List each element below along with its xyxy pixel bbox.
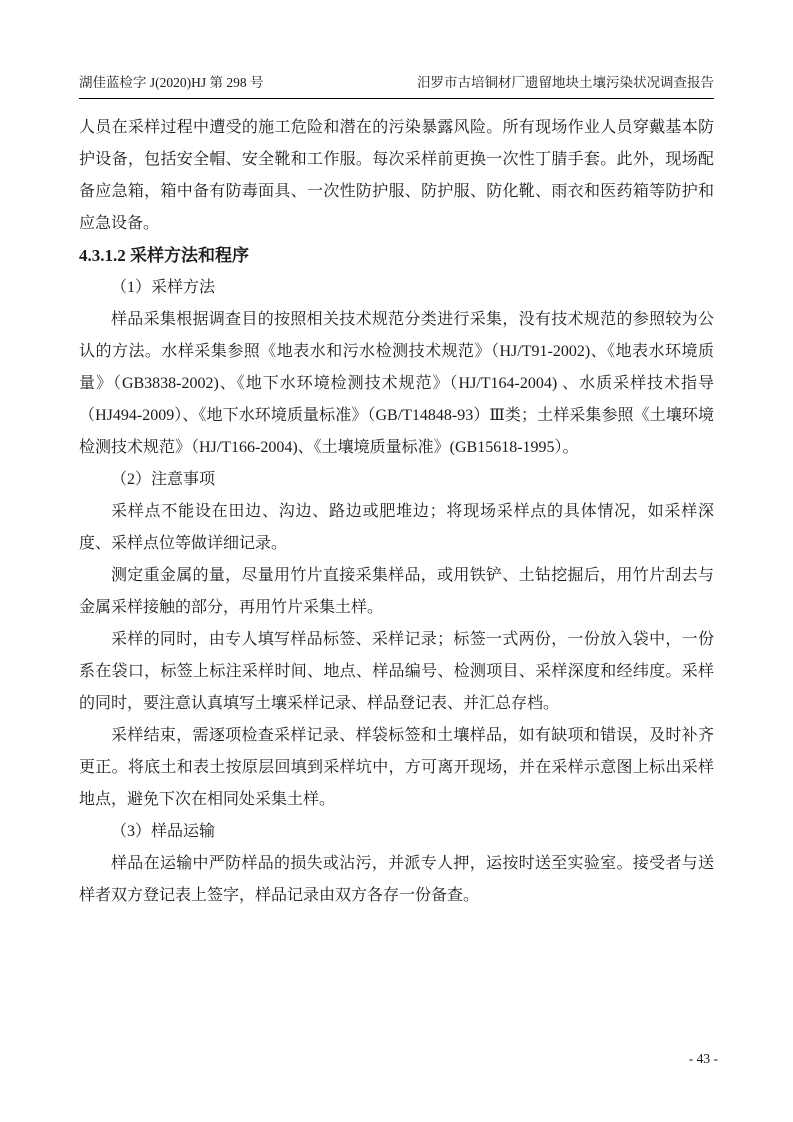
paragraph: 样品在运输中严防样品的损失或沾污，并派专人押，运按时送至实验室。接受者与送样者双方登记表上签字，样品记录由双方各存一份备查。 bbox=[79, 855, 714, 904]
list-item-label: （2）注意事项 bbox=[111, 471, 216, 488]
page-footer bbox=[79, 1050, 718, 1068]
paragraph: 采样的同时，由专人填写样品标签、采样记录；标签一式两份，一份放入袋中，一份系在袋口，标签上标注采样时间、地点、样品编号、检测项目、采样深度和经纬度。采样的同时，要注意认真填写土壤采样记录、样品登记表、并汇总存档。 bbox=[79, 631, 714, 712]
paragraph: 采样点不能设在田边、沟边、路边或肥堆边；将现场采样点的具体情况，如采样深度、采样点位等做详细记录。 bbox=[79, 503, 714, 552]
paragraph: 样品采集根据调查目的按照相关技术规范分类进行采集，没有技术规范的参照较为公认的方法。水样采集参照《地表水和污水检测技术规范》（HJ/T91-2002)、《地表水环境质量》（GB3838-2002)、《地下水环境检测技术规范》（HJ/T164-2004) 、水质采样技术指导（HJ494-2009）、《地下水环境质量标准》（GB/T14848-93）Ⅲ类；土样采集参照《土壤环境检测技术规范》（HJ/T166-2004)、《土壤境质量标准》(GB15618-1995）。 bbox=[79, 311, 714, 456]
paragraph: 采样结束，需逐项检查采样记录、样袋标签和土壤样品，如有缺项和错误，及时补齐更正。将底土和表土按原层回填到采样坑中，方可离开现场，并在采样示意图上标出采样地点，避免下次在相同处采集土样。 bbox=[79, 727, 714, 808]
paragraph: 测定重金属的量，尽量用竹片直接采集样品，或用铁铲、土钻挖掘后，用竹片刮去与金属采样接触的部分，再用竹片采集土样。 bbox=[79, 567, 714, 616]
section-heading: 4.3.1.2 采样方法和程序 bbox=[79, 246, 249, 265]
header-report-title: 汨罗市古培铜材厂遗留地块土壤污染状况调查报告 bbox=[417, 75, 714, 90]
list-item-label: （1）采样方法 bbox=[111, 279, 216, 296]
page-header bbox=[79, 74, 714, 99]
header-doc-number: 湖佳蓝检字 J(2020)HJ 第 298 号 bbox=[79, 75, 264, 90]
page-number: - 43 - bbox=[688, 1051, 718, 1066]
document-body bbox=[79, 112, 714, 912]
paragraph: 人员在采样过程中遭受的施工危险和潜在的污染暴露风险。所有现场作业人员穿戴基本防护设备，包括安全帽、安全靴和工作服。每次采样前更换一次性丁腈手套。此外，现场配备应急箱，箱中备有防毒面具、一次性防护服、防护服、防化靴、雨衣和医药箱等防护和应急设备。 bbox=[79, 119, 714, 232]
list-item-label: （3）样品运输 bbox=[111, 823, 216, 840]
